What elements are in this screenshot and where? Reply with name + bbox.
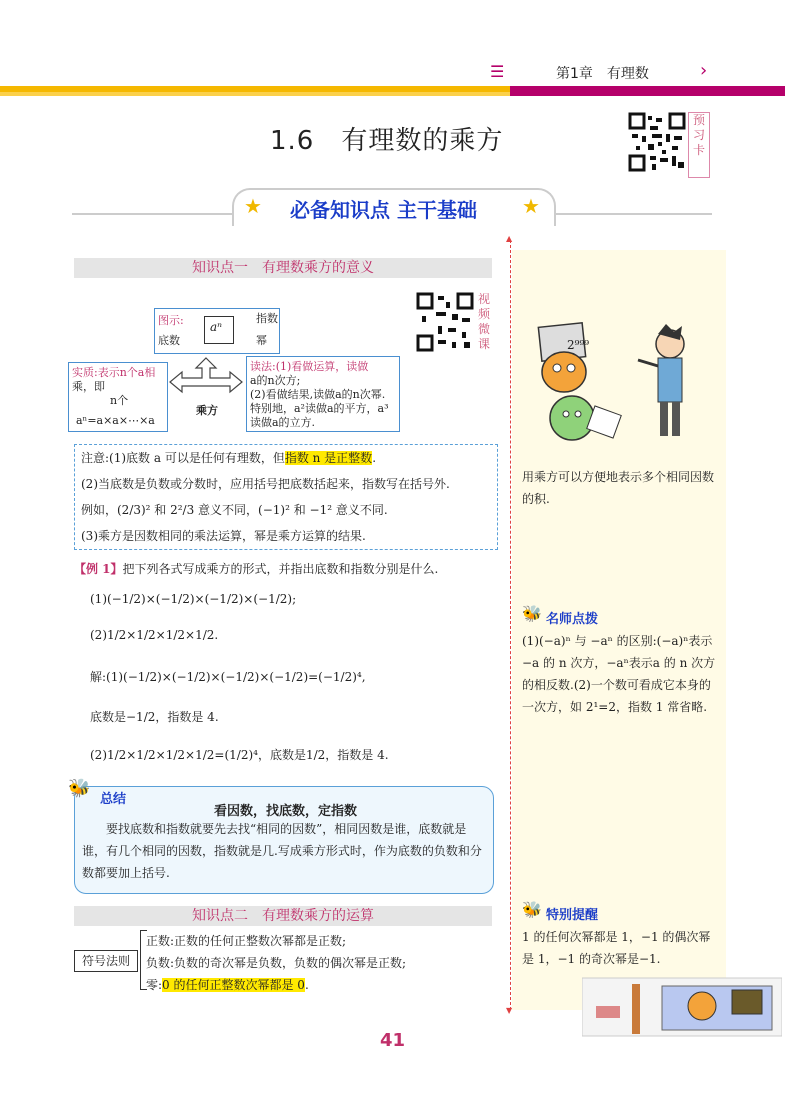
reminder-heading: 特别提醒	[546, 908, 599, 923]
example-a2: (2)1/2×1/2×1/2×1/2=(1/2)⁴，底数是1/2，指数是 4.	[90, 748, 389, 762]
essence-line2: 乘，即	[72, 380, 105, 393]
summary-label: 总结	[100, 792, 127, 807]
chengfang-label: 乘方	[196, 404, 218, 417]
summary-heading: 看因数，找底数，定指数	[214, 804, 358, 819]
reading-line2: a的n次方;	[250, 374, 301, 387]
reminder-body: 1 的任何次幂都是 1，−1 的偶次幂是 1，−1 的奇次幂是−1.	[522, 930, 711, 966]
qr-code-icon[interactable]	[414, 292, 476, 352]
section1-heading: 知识点一 有理数乘方的意义	[74, 258, 492, 278]
example-question: 【例 1】把下列各式写成乘方的形式，并指出底数和指数分别是什么.	[74, 562, 439, 576]
teacher-icon: 🐝	[522, 604, 542, 623]
chapter-title: 第1章 有理数	[556, 66, 649, 82]
essence-line3: n个	[110, 394, 129, 407]
section2-heading: 知识点二 有理数乘方的运算	[74, 906, 492, 926]
star-icon: ★	[522, 194, 540, 218]
header-bar-yellow-light	[0, 92, 510, 96]
side-divider	[510, 240, 512, 1010]
arrows-icon	[168, 356, 244, 404]
preview-card-tag: 预习卡	[688, 112, 710, 178]
bottom-cartoon	[582, 976, 782, 1038]
example-q1: (1)(−1/2)×(−1/2)×(−1/2)×(−1/2);	[90, 592, 297, 606]
essence-line4: aⁿ=a×a×⋯×a	[76, 414, 155, 427]
cartoon-sign-text: 2⁹⁹⁹	[567, 338, 590, 352]
cartoon-illustration	[530, 310, 710, 460]
reading-line3: (2)看做结果,读做a的n次幂.	[250, 388, 386, 401]
essence-line1: 实质:表示n个a相	[72, 366, 156, 379]
rule-negative: 负数:负数的奇次幂是负数，负数的偶次幂是正数;	[146, 956, 407, 970]
summary-body: 要找底数和指数就要先去找“相同的因数”，相同因数是谁，底数就是谁，有几个相同的因数，指数就是几.写成乘方形式时，作为底数的负数和分数都要加上括号.	[82, 822, 482, 880]
reading-line5: 读做a的立方.	[250, 416, 316, 429]
side-caption: 用乘方可以方便地表示多个相同因数的积.	[522, 470, 715, 506]
note-2: (2)当底数是负数或分数时，应用括号把底数括起来，指数写在括号外.	[81, 477, 450, 491]
reading-line1: 读法:(1)看做运算，读做	[250, 360, 369, 373]
note-4: (3)乘方是因数相同的乘法运算，幂是乘方运算的结果.	[81, 529, 366, 543]
reminder-icon: 🐝	[522, 900, 542, 919]
power-symbol: aⁿ	[210, 320, 223, 334]
power-label: 幂	[256, 334, 267, 347]
example-q2: (2)1/2×1/2×1/2×1/2.	[90, 628, 219, 642]
example-a1b: 底数是−1/2，指数是 4.	[90, 710, 219, 724]
arrow-up-icon: ▲	[506, 234, 513, 243]
rule-zero: 零:0 的任何正整数次幂都是 0.	[146, 978, 309, 992]
exponent-label: 指数	[256, 312, 278, 325]
menu-icon[interactable]: ☰	[490, 62, 505, 81]
tip-heading: 名师点拨	[546, 612, 599, 627]
base-label: 底数	[158, 334, 180, 347]
notes-box	[74, 444, 498, 550]
star-icon: ★	[244, 194, 262, 218]
tip-body: (1)(−a)ⁿ 与 −aⁿ 的区别:(−a)ⁿ表示−a 的 n 次方，−aⁿ表示a 的 n 次方的相反数.(2)一个数可看成它本身的一次方，如 2¹=2，指数 1 常省略.	[522, 634, 716, 714]
rule-positive: 正数:正数的任何正整数次幂都是正数;	[146, 934, 347, 948]
banner-title: 必备知识点 主干基础	[290, 198, 477, 222]
header-bar-magenta	[510, 86, 785, 96]
diagram-figure-label: 图示:	[158, 314, 184, 327]
summary-icon: 🐝	[68, 778, 91, 799]
qr-code-icon[interactable]	[628, 112, 686, 172]
chevron-right-icon[interactable]: ›	[700, 60, 708, 81]
example-a1: 解:(1)(−1/2)×(−1/2)×(−1/2)×(−1/2)=(−1/2)⁴,	[90, 670, 366, 684]
sign-rule-label: 符号法则	[74, 950, 138, 972]
page-title: 1.6 有理数的乘方	[270, 126, 504, 156]
arrow-down-icon: ▼	[506, 1006, 513, 1015]
video-tag: 视频微课	[478, 292, 491, 351]
page-number: 41	[380, 1030, 406, 1051]
reading-line4: 特别地，a²读做a的平方，a³	[250, 402, 389, 415]
note-1: 注意:(1)底数 a 可以是任何有理数，但指数 n 是正整数.	[81, 451, 377, 465]
note-3: 例如，(2/3)² 和 2²/3 意义不同，(−1)² 和 −1² 意义不同.	[81, 503, 388, 517]
